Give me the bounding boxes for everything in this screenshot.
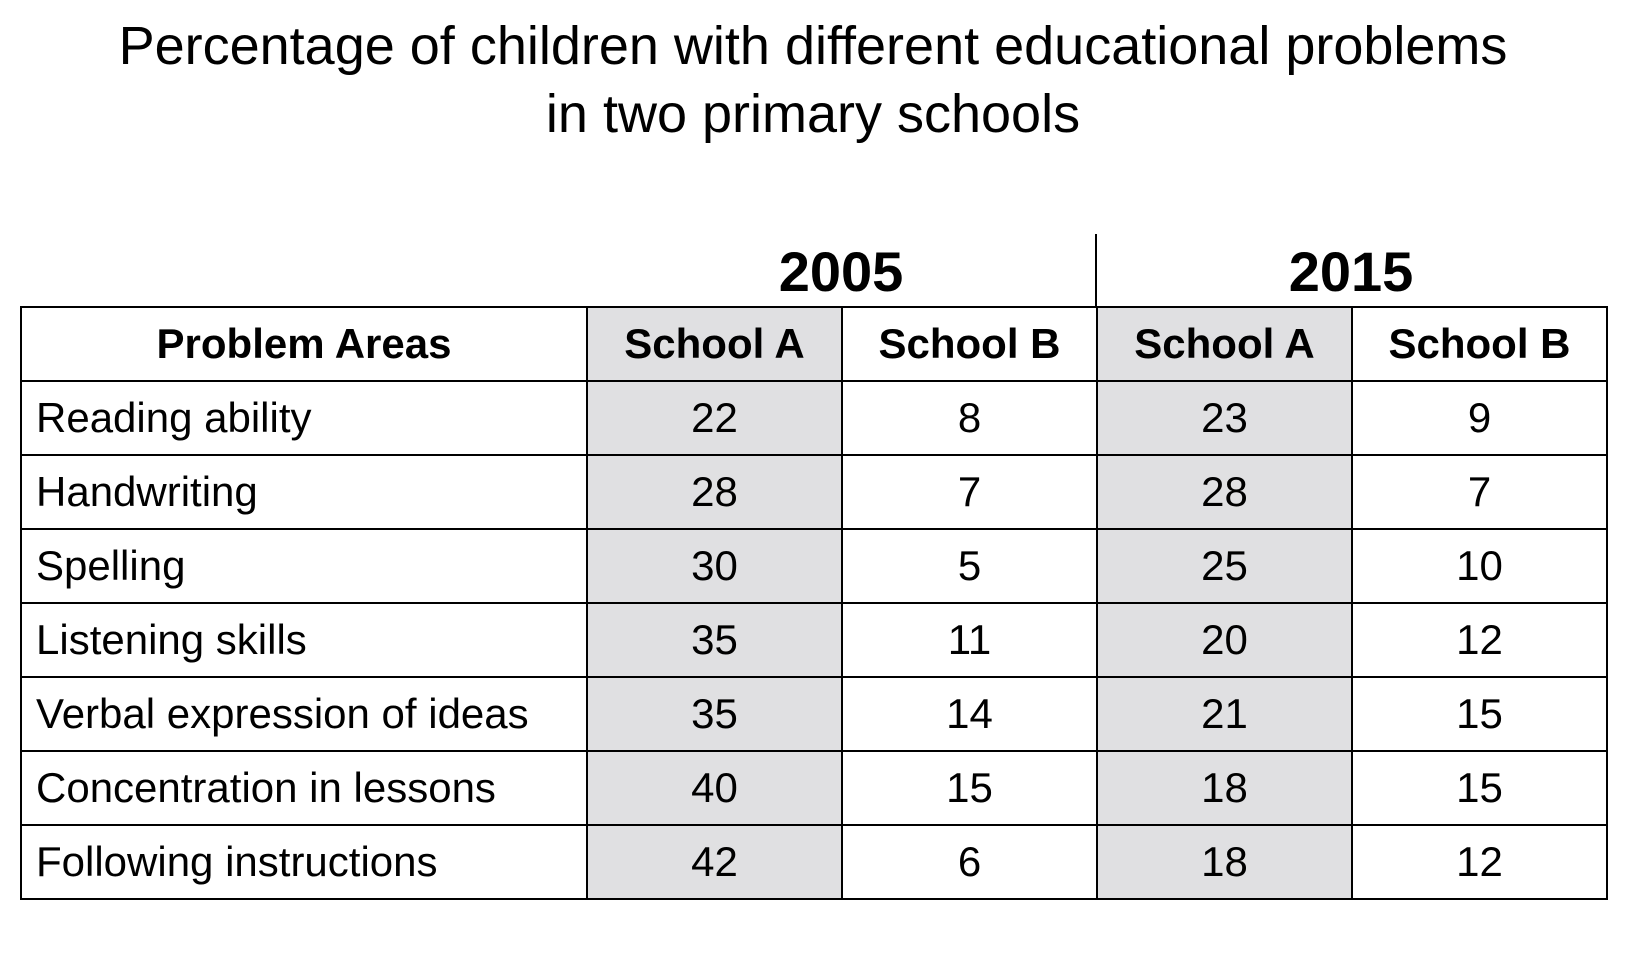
row-label: Concentration in lessons	[21, 751, 587, 825]
column-header-2015-school-a: School A	[1097, 307, 1352, 381]
cell-2015-school-b: 15	[1352, 677, 1607, 751]
chart-title-line-1: Percentage of children with different educational problems	[118, 16, 1508, 76]
cell-2015-school-a: 18	[1097, 751, 1352, 825]
cell-2015-school-a: 21	[1097, 677, 1352, 751]
row-label: Spelling	[21, 529, 587, 603]
cell-2005-school-b: 8	[842, 381, 1097, 455]
cell-2015-school-b: 9	[1352, 381, 1607, 455]
row-label: Verbal expression of ideas	[21, 677, 587, 751]
cell-2015-school-b: 15	[1352, 751, 1607, 825]
cell-2005-school-a: 40	[587, 751, 842, 825]
column-header-2005-school-b: School B	[842, 307, 1097, 381]
row-label: Following instructions	[21, 825, 587, 899]
cell-2005-school-a: 22	[587, 381, 842, 455]
table-row	[21, 751, 1607, 825]
cell-2005-school-a: 30	[587, 529, 842, 603]
cell-2015-school-a: 25	[1097, 529, 1352, 603]
column-header-2005-school-a: School A	[587, 307, 842, 381]
cell-2015-school-b: 10	[1352, 529, 1607, 603]
table-row	[21, 529, 1607, 603]
table-header-row	[21, 307, 1607, 381]
data-table	[20, 306, 1608, 900]
cell-2015-school-a: 23	[1097, 381, 1352, 455]
table-row	[21, 455, 1607, 529]
cell-2015-school-b: 7	[1352, 455, 1607, 529]
table-row	[21, 677, 1607, 751]
chart-title	[0, 12, 1626, 148]
cell-2005-school-a: 42	[587, 825, 842, 899]
year-header-2005: 2005	[778, 240, 904, 303]
cell-2015-school-a: 28	[1097, 455, 1352, 529]
cell-2005-school-b: 5	[842, 529, 1097, 603]
cell-2005-school-b: 6	[842, 825, 1097, 899]
cell-2015-school-b: 12	[1352, 603, 1607, 677]
row-label: Reading ability	[21, 381, 587, 455]
year-header-2015: 2015	[1288, 240, 1414, 303]
cell-2005-school-a: 35	[587, 603, 842, 677]
cell-2005-school-a: 35	[587, 677, 842, 751]
cell-2015-school-a: 18	[1097, 825, 1352, 899]
table-body	[21, 381, 1607, 899]
table-row	[21, 381, 1607, 455]
row-label: Handwriting	[21, 455, 587, 529]
cell-2005-school-b: 15	[842, 751, 1097, 825]
cell-2015-school-b: 12	[1352, 825, 1607, 899]
cell-2005-school-b: 14	[842, 677, 1097, 751]
cell-2005-school-a: 28	[587, 455, 842, 529]
chart-title-line-2: in two primary schools	[545, 84, 1081, 144]
table-row	[21, 603, 1607, 677]
row-label: Listening skills	[21, 603, 587, 677]
table-row	[21, 825, 1607, 899]
cell-2015-school-a: 20	[1097, 603, 1352, 677]
cell-2005-school-b: 7	[842, 455, 1097, 529]
column-header-problem-areas: Problem Areas	[21, 307, 587, 381]
cell-2005-school-b: 11	[842, 603, 1097, 677]
column-header-2015-school-b: School B	[1352, 307, 1607, 381]
